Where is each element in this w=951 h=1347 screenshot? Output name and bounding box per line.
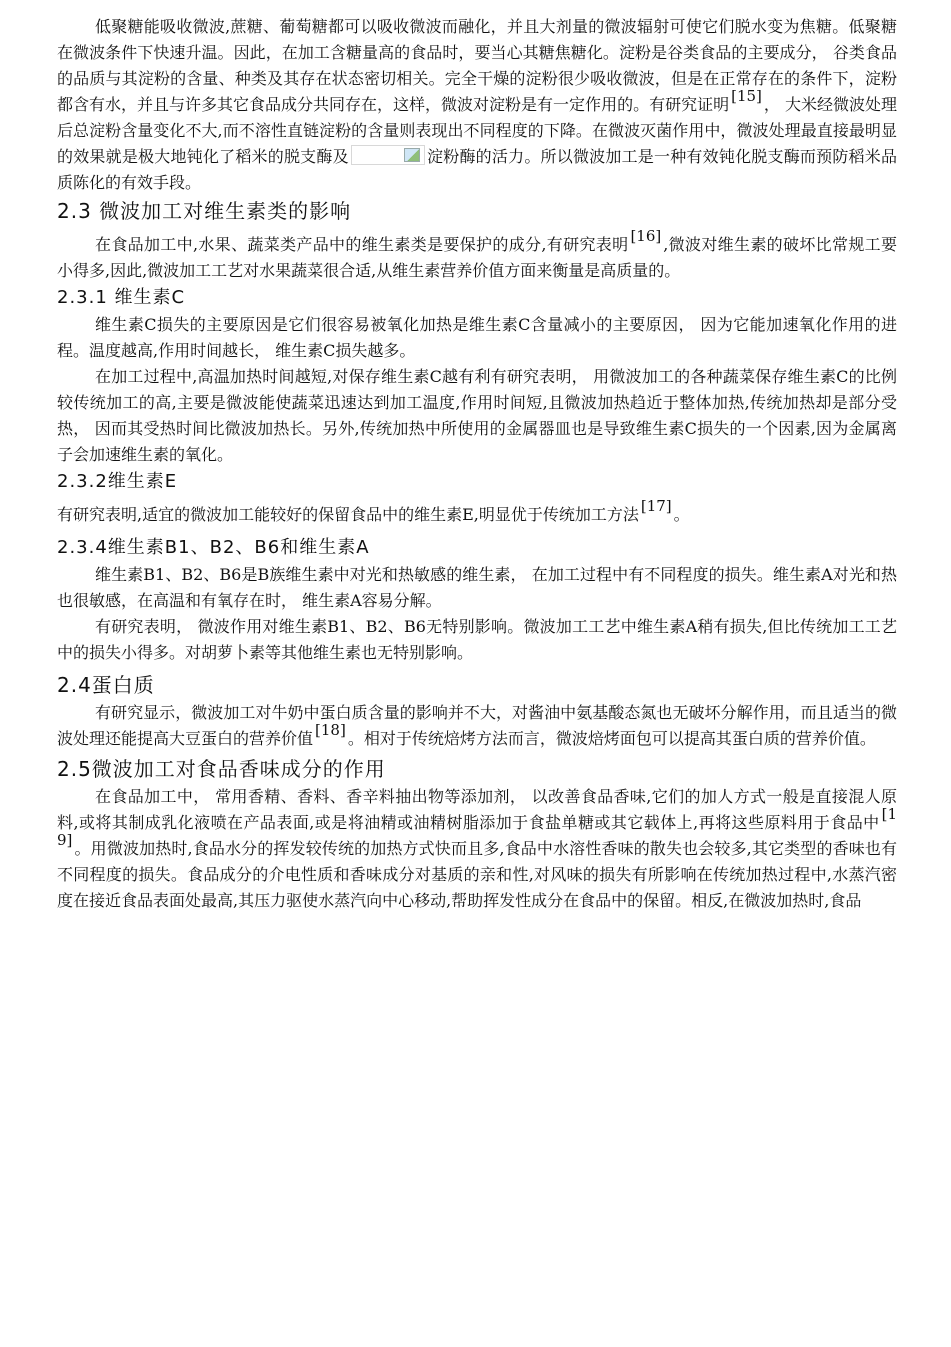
- text-run: 有研究显示，微波加工对牛奶中蛋白质含量的影响并不大，对酱油中氨基酸态氮也无破坏分解作用，而且适当的微波处理还能提高大豆蛋白的营养价值: [57, 703, 897, 748]
- text-run: 在食品加工中， 常用香精、香料、香辛料抽出物等添加剂， 以改善食品香味,它们的加人方式一般是直接混人原料,或将其制成乳化液喷在产品表面,或是将油精或油精树脂添加于食盐单糖或其它载体上,再将这些原料用于食品中: [57, 787, 897, 832]
- text-run: ， 大米经微波处理后总淀粉含量变化不大,而不溶性直链淀粉的含量则表现出不同程度的下降。在微波灭菌作用中，微波处理最直接最明显的效果就是极大地钝化了稻米的脱支酶及: [57, 95, 897, 166]
- document-page: [57, 14, 897, 914]
- paragraph-vitamin-research: 有研究表明， 微波作用对维生素B1、B2、B6无特别影响。微波加工工艺中维生素A稍有损失,但比传统加工工艺中的损失小得多。对胡萝卜素等其他维生素也无特别影响。: [57, 617, 897, 662]
- text-run: 淀粉酶的活力。所以微波加工是一种有效钝化脱支酶而预防稻米品质陈化的有效手段。: [57, 147, 897, 192]
- text-run: 。用微波加热时,食品水分的挥发较传统的加热方式快而且多,食品中水溶性香味的散失也会较多,其它类型的香味也有不同程度的损失。食品成分的介电性质和香味成分对基质的亲和性,对风味的损失有所影响在传统加热过程中,水蒸汽密度在接近食品表面处最高,其压力驱使水蒸汽向中心移动,帮助挥发性成分在食品中的保留。相反,在微波加热时,食品: [57, 839, 897, 910]
- text-run: 低聚糖能吸收微波,蔗糖、葡萄糖都可以吸收微波而融化，并且大剂量的微波辐射可使它们脱水变为焦糖。低聚糖在微波条件下快速升温。因此，在加工含糖量高的食品时，要当心其糖焦糖化。淀粉是谷类食品的主要成分， 谷类食品的品质与其淀粉的含量、种类及其存在状态密切相关。完全干燥的淀粉很少吸收微波，但是在正常存在的条件下，淀粉都含有水，并且与许多其它食品成分共同存在，这样，微波对淀粉是有一定作用的。有研究证明: [57, 17, 897, 114]
- citation-19: [19]: [57, 805, 897, 849]
- section-heading-2-4: 2.4蛋白质: [57, 673, 155, 697]
- citation-16: [16]: [630, 227, 662, 245]
- paragraph-vitamin-c-loss: 维生素C损失的主要原因是它们很容易被氧化加热是维生素C含量减小的主要原因， 因为它能加速氧化作用的进程。温度越高,作用时间越长， 维生素C损失越多。: [57, 315, 897, 360]
- section-heading-2-3-2: 2.3.2维生素E: [57, 471, 178, 492]
- paragraph-flavor: [57, 784, 897, 914]
- text-run: 有研究表明,适宜的微波加工能较好的保留食品中的维生素E,明显优于传统加工方法: [57, 505, 639, 524]
- text-run: 。: [673, 505, 690, 524]
- text-run: 在食品加工中,水果、蔬菜类产品中的维生素类是要保护的成分,有研究表明: [95, 235, 629, 254]
- citation-15: [15]: [731, 87, 762, 105]
- section-heading-2-3-1: 2.3.1 维生素C: [57, 287, 186, 308]
- citation-17: [17]: [640, 497, 672, 515]
- paragraph-vitamin-c-processing: 在加工过程中,高温加热时间越短,对保存维生素C越有利有研究表明， 用微波加工的各种蔬菜保存维生素C的比例较传统加工的高,主要是微波能使蔬菜迅速达到加工温度,作用时间短,且微波加热趋近于整体加热,传统加热却是部分受热， 因而其受热时间比微波加热长。另外,传统加热中所使用的金属器皿也是导致维生素C损失的一个因素,因为金属离子会加速维生素的氧化。: [57, 367, 897, 464]
- paragraph-sugar-starch: [57, 14, 897, 196]
- paragraph-vitamins-intro: [57, 227, 897, 284]
- citation-18: [18]: [315, 721, 346, 739]
- section-heading-2-3-4: 2.3.4维生素B1、B2、B6和维生素A: [57, 537, 370, 558]
- section-heading-2-3: 2.3 微波加工对维生素类的影响: [57, 199, 352, 223]
- text-run: 。相对于传统焙烤方法而言，微波焙烤面包可以提高其蛋白质的营养价值。: [347, 729, 876, 748]
- text-run: ,微波对维生素的破坏比常规工要小得多,因此,微波加工工艺对水果蔬菜很合适,从维生素营养价值方面来衡量是高质量的。: [57, 235, 897, 280]
- broken-image-icon: [351, 145, 425, 165]
- paragraph-vitamin-e: [57, 496, 897, 534]
- paragraph-protein: [57, 700, 897, 752]
- section-heading-2-5: 2.5微波加工对食品香味成分的作用: [57, 757, 386, 781]
- paragraph-vitamin-b-a: 维生素B1、B2、B6是B族维生素中对光和热敏感的维生素， 在加工过程中有不同程度的损失。维生素A对光和热也很敏感，在高温和有氧存在时， 维生素A容易分解。: [57, 565, 897, 610]
